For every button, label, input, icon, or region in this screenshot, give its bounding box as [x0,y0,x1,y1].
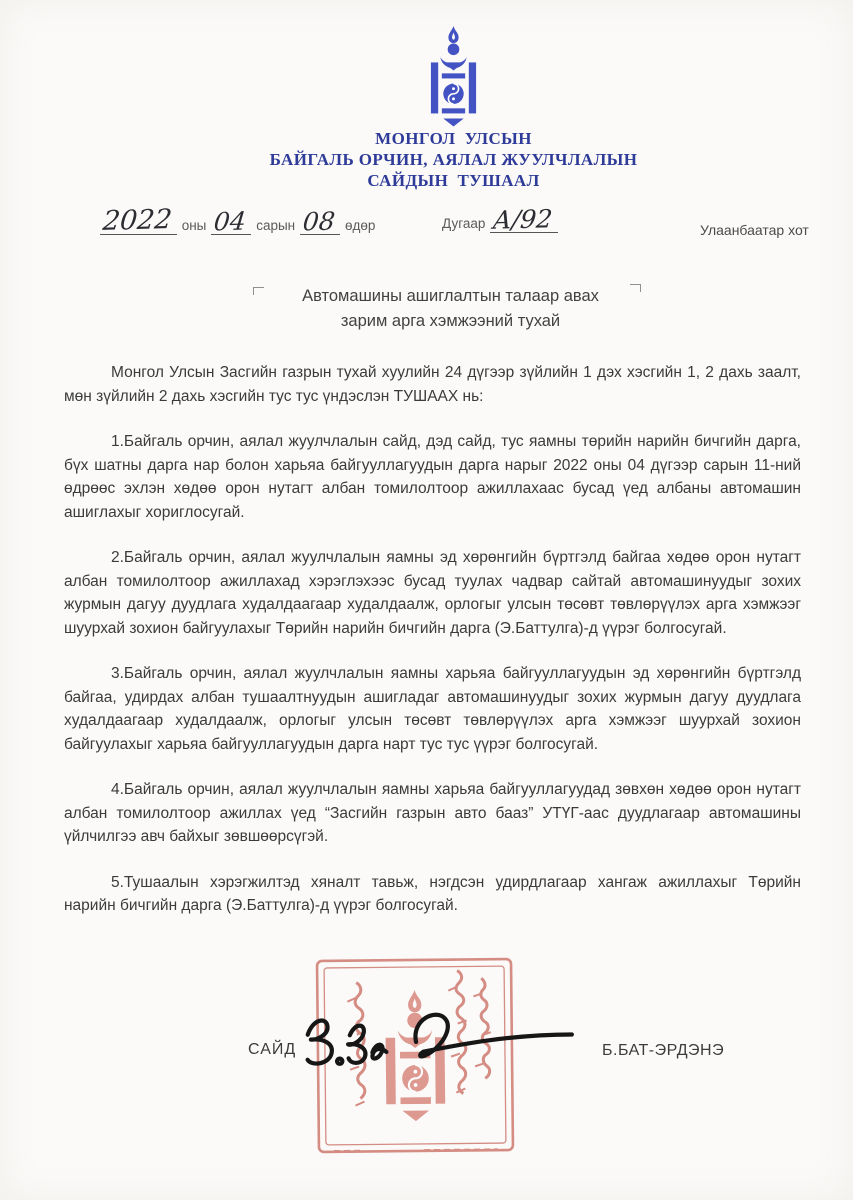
day-field [300,206,340,237]
date-group [100,204,380,237]
order-item-3: 3.Байгаль орчин, аялал жуулчлалын яамны харьяа байгууллагуудын эд хөрөнгийн бүртгэлд байгаа, удирдах албан тушаалтнуудын ашигладаг автомашинуудыг зохих журмын дагуу дуудлага худалдаагаар худалдаалж, орлогыг улсын төсөвт төвлөрүүлэх арга хэмжээг шуурхай зохион байгуулахыг харьяа байгууллагуудын дарга нарт тус тус үүрэг болгосугай. [64,665,801,753]
subject-title [24,284,853,333]
order-item-4: 4.Байгаль орчин, аялал жуулчлалын яамны харьяа байгууллагуудад зөвхөн хөдөө орон нутагт албан томилолтоор ажиллах үед “Засгийн газрын авто бааз” УТҮГ-аас дуудлагаар автомашины үйлчилгээ авч байхыг зөвшөөрсүгэй. [64,781,801,845]
city-text: Улаанбаатар хот [700,222,809,238]
signature-ink-icon [298,1008,588,1072]
minister-title-label: САЙД [248,1041,297,1058]
minister-name-label: Б.БАТ-ЭРДЭНЭ [602,1042,725,1059]
order-item-5: 5.Тушаалын хэрэгжилтэд хяналт тавьж, нэгдсэн удирдлагаар хангаж ажиллахыг Төрийн нарийн бичгийн дарга (Э.Баттулга)-д үүрэг болгосугай. [64,873,801,914]
country-name: МОНГОЛ УЛСЫН [375,129,532,148]
subject-line2: зарим арга хэмжээний тухай [340,311,561,330]
month-field [211,206,251,237]
year-field [100,204,177,237]
decree-body [64,361,801,940]
document-type: САЙДЫН ТУШААЛ [367,171,540,190]
subject-line1: Автомашины ашиглалтын талаар авах [302,287,599,305]
month-value: 04 [212,206,248,237]
day-value: 08 [301,206,337,237]
order-intro: Монгол Улсын Засгийн газрын тухай хуулийн 24 дүгээр зүйлийн 1 дэх хэсгийн 1, 2 дахь заалт, мөн зүйлийн 2 дахь хэсгийн тус тус үндэслэн ТУШААХ нь: [64,364,801,405]
city-label [700,222,809,238]
header-emblem-container [0,26,853,128]
number-group [437,204,558,235]
soyombo-emblem-icon [428,26,479,128]
day-label: өдөр [344,218,376,233]
ministry-name: БАЙГАЛЬ ОРЧИН, АЯЛАЛ ЖУУЛЧЛАЛЫН [269,150,638,169]
document-header-titles [27,128,853,191]
year-label: оны [181,218,207,233]
month-label: сарын [256,218,296,233]
year-value: 2022 [101,204,174,237]
number-label: Дугаар [442,216,486,231]
number-field [490,204,557,235]
minister-signature-ink [298,1008,588,1077]
order-item-2: 2.Байгаль орчин, аялал жуулчлалын яамны эд хөрөнгийн бүртгэлд байгаа хөдөө орон нутагт албан томилолтоор ажиллахад хэрэглэхээс бусад туулах чадвар сайтай автомашинуудыг зохих журмын дагуу дуудлага худалдаагаар худалдаалж, орлогыг улсын төсөвт төвлөрүүлэх арга хэмжээг шуурхай зохион байгуулахыг Төрийн нарийн бичгийн дарга (Э.Баттулга)-д үүрэг болгосугай. [64,549,801,637]
order-item-1: 1.Байгаль орчин, аялал жуулчлалын сайд, дэд сайд, тус яамны төрийн нарийн бичгийн дарга, бүх шатны дарга нар болон харьяа байгууллагуудын дарга нарыг 2022 оны 04 дүгээр сарын 11-ний өдрөөс эхлэн хөдөө орон нутагт албан томилолтоор ажиллахаас бусад үед албаны автомашин ашиглахыг хориглосугай. [64,433,801,521]
number-value: А/92 [491,204,555,235]
